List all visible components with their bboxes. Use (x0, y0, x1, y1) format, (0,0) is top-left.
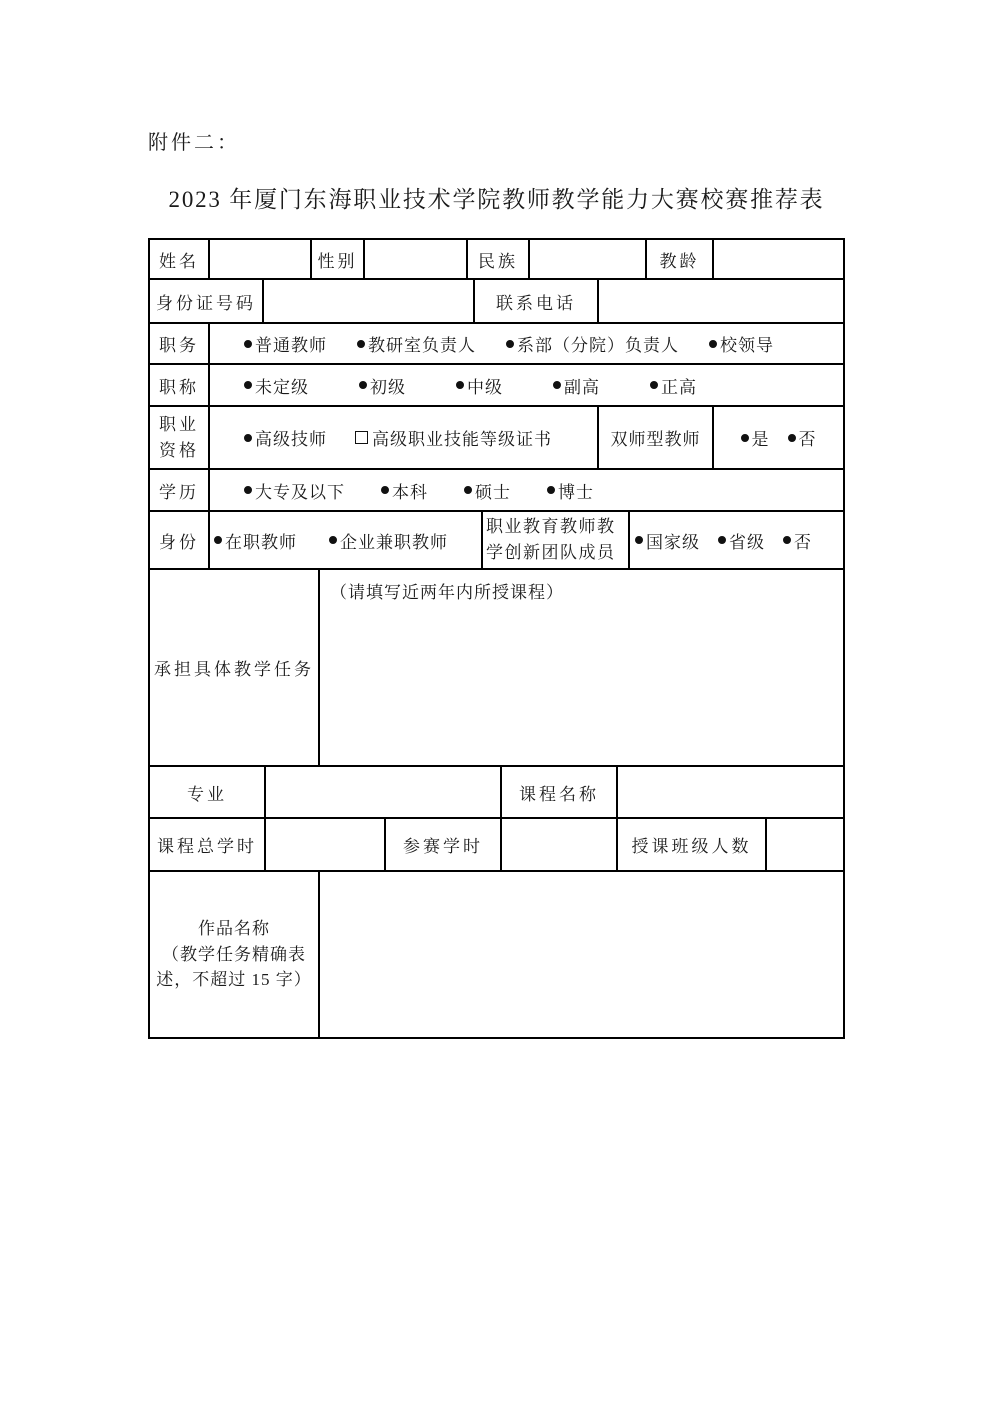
id-number-field[interactable] (264, 280, 475, 322)
teaching-tasks-field[interactable] (320, 570, 843, 765)
qualification-label-line1: 职业 (159, 415, 199, 434)
row-work-title (150, 872, 843, 1037)
work-title-label (150, 872, 320, 1037)
phone-label: 联系电话 (475, 280, 599, 322)
option-label: 正高 (661, 377, 697, 397)
option-label: 博士 (558, 482, 594, 502)
work-title-label-line3: 述，不超过 15 字） (156, 970, 312, 990)
ethnicity-field[interactable] (530, 240, 647, 278)
option-label: 硕士 (475, 482, 511, 502)
option-label: 国家级 (646, 532, 700, 552)
radio-option[interactable] (783, 528, 812, 553)
radio-icon (709, 340, 717, 348)
radio-icon (244, 486, 252, 494)
row-teaching-tasks (150, 570, 843, 767)
checkbox-option[interactable] (355, 425, 552, 450)
radio-option[interactable] (244, 425, 327, 450)
option-label: 未定级 (255, 377, 309, 397)
phone-field[interactable] (599, 280, 843, 322)
dual-teacher-label: 双师型教师 (599, 407, 714, 468)
total-hours-label: 课程总学时 (150, 819, 266, 870)
option-label: 副高 (564, 377, 600, 397)
radio-option[interactable] (709, 331, 774, 356)
option-label: 高级职业技能等级证书 (372, 430, 552, 449)
option-label: 系部（分院）负责人 (517, 336, 679, 355)
option-label: 初级 (370, 377, 406, 397)
radio-option[interactable] (244, 373, 309, 398)
radio-option[interactable] (547, 478, 594, 503)
gender-label: 性别 (312, 240, 365, 278)
radio-option[interactable] (456, 373, 503, 398)
gender-field[interactable] (365, 240, 468, 278)
radio-option[interactable] (464, 478, 511, 503)
education-options (210, 470, 843, 510)
education-label: 学历 (150, 470, 210, 510)
radio-icon (741, 434, 749, 442)
qualification-label-line2: 资格 (159, 440, 199, 460)
teaching-age-field[interactable] (714, 240, 843, 278)
radio-option[interactable] (650, 373, 697, 398)
row-identity (150, 512, 843, 570)
option-label: 普通教师 (255, 336, 327, 355)
radio-icon (456, 381, 464, 389)
major-label: 专业 (150, 767, 266, 817)
radio-icon (381, 486, 389, 494)
radio-icon (788, 434, 796, 442)
radio-option[interactable] (553, 373, 600, 398)
class-size-field[interactable] (767, 819, 843, 870)
option-label: 校领导 (720, 336, 774, 355)
radio-option[interactable] (359, 373, 406, 398)
qualification-label (150, 407, 210, 468)
radio-icon (244, 340, 252, 348)
qualification-options (210, 407, 599, 468)
radio-icon (506, 340, 514, 348)
radio-option[interactable] (357, 331, 476, 356)
position-label: 职务 (150, 324, 210, 363)
radio-icon (650, 381, 658, 389)
option-label: 高级技师 (255, 430, 327, 449)
radio-option[interactable] (214, 528, 297, 553)
option-label: 在职教师 (225, 532, 297, 552)
row-education (150, 470, 843, 512)
radio-icon (244, 381, 252, 389)
page-title: 2023 年厦门东海职业技术学院教师教学能力大赛校赛推荐表 (168, 187, 825, 212)
radio-icon (718, 536, 726, 544)
class-size-label: 授课班级人数 (618, 819, 767, 870)
radio-option[interactable] (635, 528, 700, 553)
work-title-label-line2: （教学任务精确表 (162, 944, 306, 964)
radio-icon (783, 536, 791, 544)
option-label: 否 (794, 532, 812, 552)
option-label: 本科 (392, 482, 428, 502)
radio-option[interactable] (718, 528, 765, 553)
radio-option[interactable] (329, 528, 448, 553)
attachment-label: 附件二： (148, 132, 240, 154)
checkbox-icon (355, 431, 368, 444)
identity-label: 身份 (150, 512, 210, 568)
option-label: 否 (798, 430, 817, 449)
title-rank-options (210, 365, 843, 405)
recommendation-form-table (148, 238, 845, 1039)
name-label: 姓名 (150, 240, 210, 278)
row-hours (150, 819, 843, 872)
title-rank-label: 职称 (150, 365, 210, 405)
option-label: 省级 (729, 532, 765, 552)
name-field[interactable] (210, 240, 312, 278)
radio-option[interactable] (381, 478, 428, 503)
option-label: 是 (751, 430, 770, 449)
teaching-age-label: 教龄 (647, 240, 714, 278)
row-basic-info (150, 240, 843, 280)
radio-icon (464, 486, 472, 494)
row-title-rank (150, 365, 843, 407)
competition-hours-field[interactable] (502, 819, 618, 870)
ethnicity-label: 民族 (468, 240, 530, 278)
radio-option[interactable] (788, 425, 817, 450)
radio-icon (547, 486, 555, 494)
major-field[interactable] (266, 767, 502, 817)
radio-option[interactable] (244, 478, 345, 503)
row-position (150, 324, 843, 365)
row-qualification (150, 407, 843, 470)
id-number-label: 身份证号码 (150, 280, 264, 322)
radio-icon (329, 536, 337, 544)
innovation-team-label: 职业教育教师教学创新团队成员 (483, 512, 630, 568)
option-label: 大专及以下 (255, 482, 345, 502)
radio-option[interactable] (506, 331, 679, 356)
radio-icon (553, 381, 561, 389)
radio-option[interactable] (244, 331, 327, 356)
option-label: 中级 (467, 377, 503, 397)
radio-icon (244, 434, 252, 442)
teaching-tasks-hint: （请填写近两年内所授课程） (330, 583, 564, 602)
radio-icon (214, 536, 222, 544)
row-course (150, 767, 843, 819)
work-title-field[interactable] (320, 872, 843, 1037)
radio-icon (359, 381, 367, 389)
dual-teacher-options (714, 407, 843, 468)
position-options (210, 324, 843, 363)
radio-icon (357, 340, 365, 348)
option-label: 教研室负责人 (368, 336, 476, 355)
course-name-label: 课程名称 (502, 767, 618, 817)
identity-options (210, 512, 483, 568)
teaching-tasks-label: 承担具体教学任务 (150, 570, 320, 765)
row-contact-info (150, 280, 843, 324)
course-name-field[interactable] (618, 767, 843, 817)
radio-icon (635, 536, 643, 544)
total-hours-field[interactable] (266, 819, 386, 870)
innovation-team-options (630, 512, 843, 568)
competition-hours-label: 参赛学时 (386, 819, 502, 870)
radio-option[interactable] (741, 425, 770, 450)
option-label: 企业兼职教师 (340, 532, 448, 552)
work-title-label-line1: 作品名称 (198, 919, 270, 939)
